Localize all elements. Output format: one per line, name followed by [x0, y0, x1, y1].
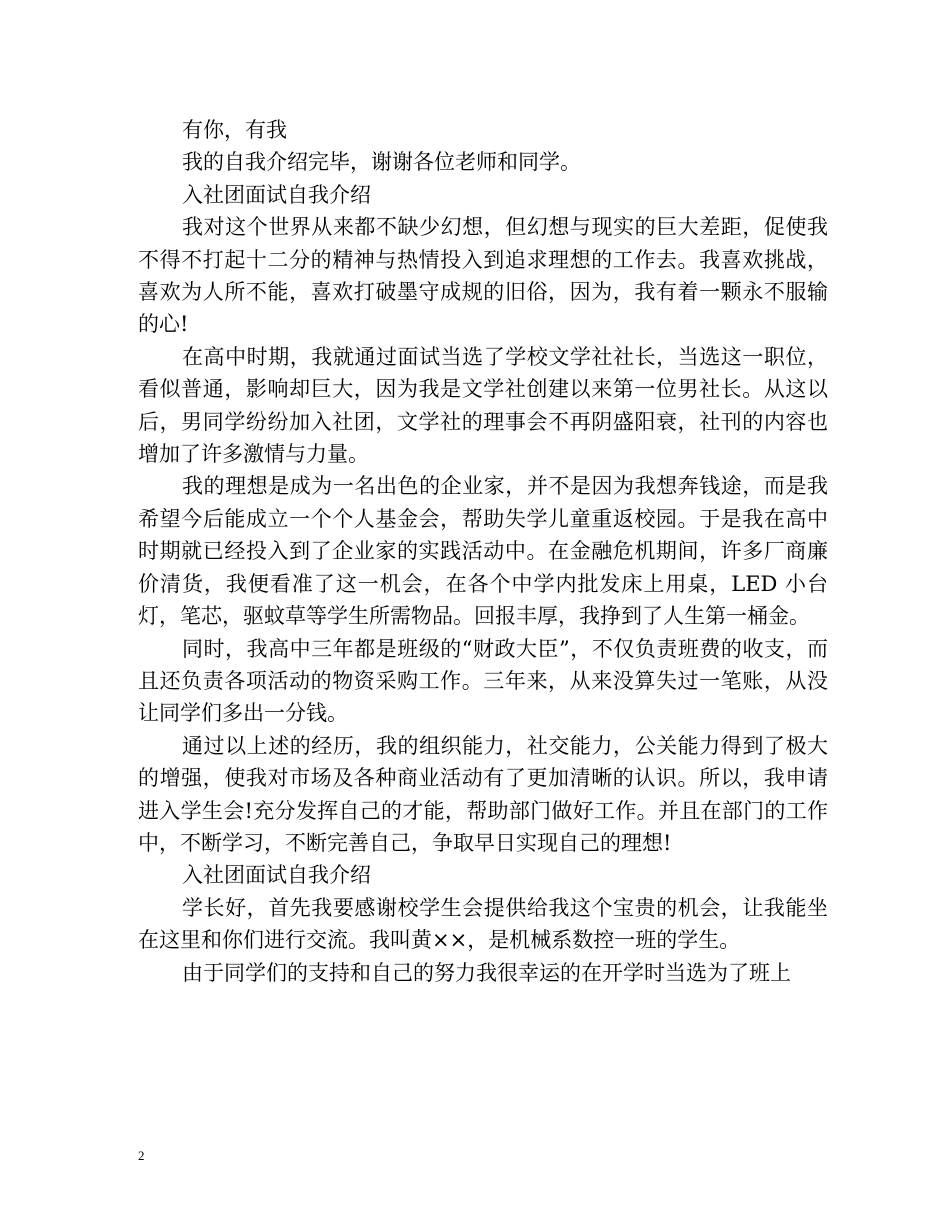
paragraph-literature-club: 在高中时期，我就通过面试当选了学校文学社社长，当选这一职位，看似普通，影响却巨大，因为我是文学社创建以来第一位男社长。从这以后，男同学纷纷加入社团，文学社的理事会不再阴盛阳衰，社刊的内容也增加了许多激情与力量。	[138, 344, 828, 467]
paragraph-closing-line: 有你，有我	[182, 118, 287, 142]
paragraph-entrepreneur: 我的理想是成为一名出色的企业家，并不是因为我想奔钱途，而是我希望今后能成立一个个人基金会，帮助失学儿童重返校园。于是我在高中时期就已经投入到了企业家的实践活动中。在金融危机期间，许多厂商廉价清货，我便看准了这一机会，在各个中学内批发床上用桌，LED 小台灯，笔芯，驱蚊草等学生所需物品。回报丰厚，我挣到了人生第一桶金。	[138, 474, 828, 629]
paragraph-abilities: 通过以上述的经历，我的组织能力，社交能力，公关能力得到了极大的增强，使我对市场及各种商业活动有了更加清晰的认识。所以，我申请进入学生会!充分发挥自己的才能，帮助部门做好工作。并且在部门的工作中，不断学习，不断完善自己，争取早日实现自己的理想!	[138, 733, 828, 855]
paragraph-class-election: 由于同学们的支持和自己的努力我很幸运的在开学时当选为了班上	[182, 960, 791, 985]
paragraph-dream: 我对这个世界从来都不缺少幻想，但幻想与现实的巨大差距，促使我不得不打起十二分的精神与热情投入到追求理想的工作去。我喜欢挑战，喜欢为人所不能，喜欢打破墨守成规的旧俗，因为，我有着一颗永不服输的心!	[138, 215, 828, 337]
section-heading: 入社团面试自我介绍	[182, 863, 371, 888]
document-body	[138, 114, 828, 989]
paragraph-greeting: 学长好，首先我要感谢校学生会提供给我这个宝贵的机会，让我能坐在这里和你们进行交流。我叫黄××，是机械系数控一班的学生。	[138, 895, 828, 953]
page-number: 2	[138, 1148, 145, 1163]
paragraph-thanks: 我的自我介绍完毕，谢谢各位老师和同学。	[182, 150, 581, 175]
paragraph-finance-minister: 同时，我高中三年都是班级的“财政大臣”，不仅负责班费的收支，而且还负责各项活动的物资采购工作。三年来，从来没算失过一笔账，从没让同学们多出一分钱。	[138, 636, 828, 726]
section-heading: 入社团面试自我介绍	[182, 182, 371, 207]
